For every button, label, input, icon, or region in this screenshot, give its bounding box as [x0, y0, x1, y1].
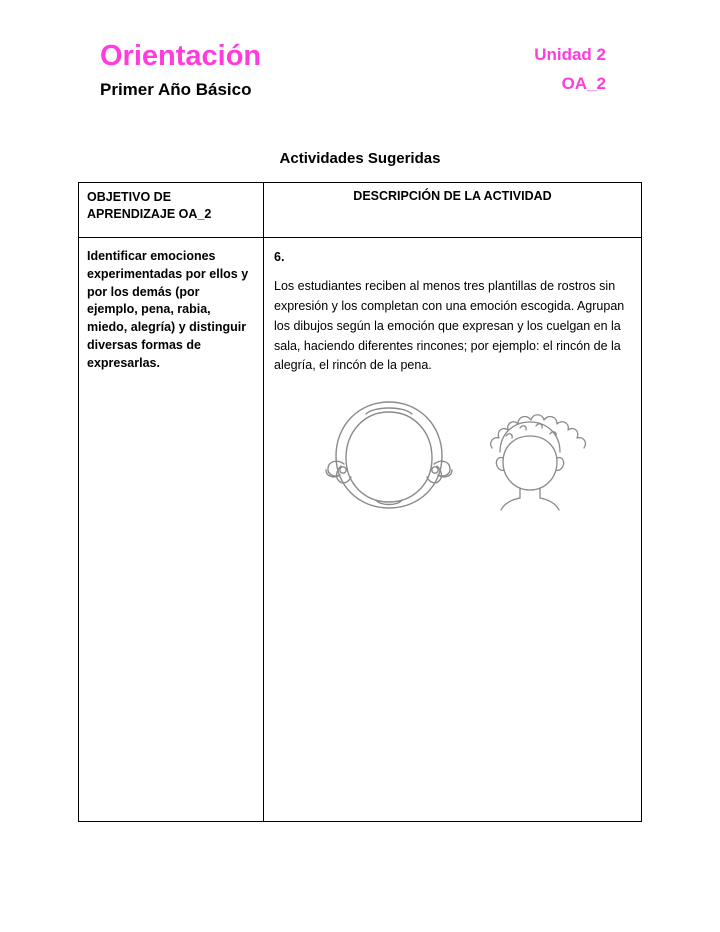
activities-table — [78, 182, 642, 822]
header-right-block — [534, 46, 606, 92]
face-template-curly-hair-icon — [470, 396, 590, 516]
subject-title: Orientación — [100, 40, 262, 72]
document-header — [78, 42, 642, 112]
table-header-objective: OBJETIVO DE APRENDIZAJE OA_2 — [79, 183, 264, 237]
objective-cell: Identificar emociones experimentadas por ellos y por los demás (por ejemplo, pena, rabia, miedo, alegría) y distinguir diversas formas de expresarlas. — [79, 238, 264, 821]
unit-label: Unidad 2 — [534, 45, 606, 64]
oa-label: OA_2 — [561, 74, 606, 93]
activity-cell — [264, 238, 641, 821]
activity-illustration — [274, 396, 629, 516]
grade-level: Primer Año Básico — [100, 80, 252, 99]
face-template-girl-with-bows-icon — [314, 396, 464, 516]
activity-description: Los estudiantes reciben al menos tres plantillas de rostros sin expresión y los completan con una emoción escogida. Agrupan los dibujos según la emoción que expresan y los cuelgan en la sala, haciendo diferentes rincones; por ejemplo: el rincón de la alegría, el rincón de la pena. — [274, 279, 625, 373]
activity-number: 6. — [274, 250, 285, 264]
table-header-description: DESCRIPCIÓN DE LA ACTIVIDAD — [353, 189, 552, 203]
table-row — [79, 238, 641, 821]
section-title: Actividades Sugeridas — [279, 150, 441, 167]
header-left-block — [100, 42, 261, 98]
table-header-row — [79, 183, 641, 238]
